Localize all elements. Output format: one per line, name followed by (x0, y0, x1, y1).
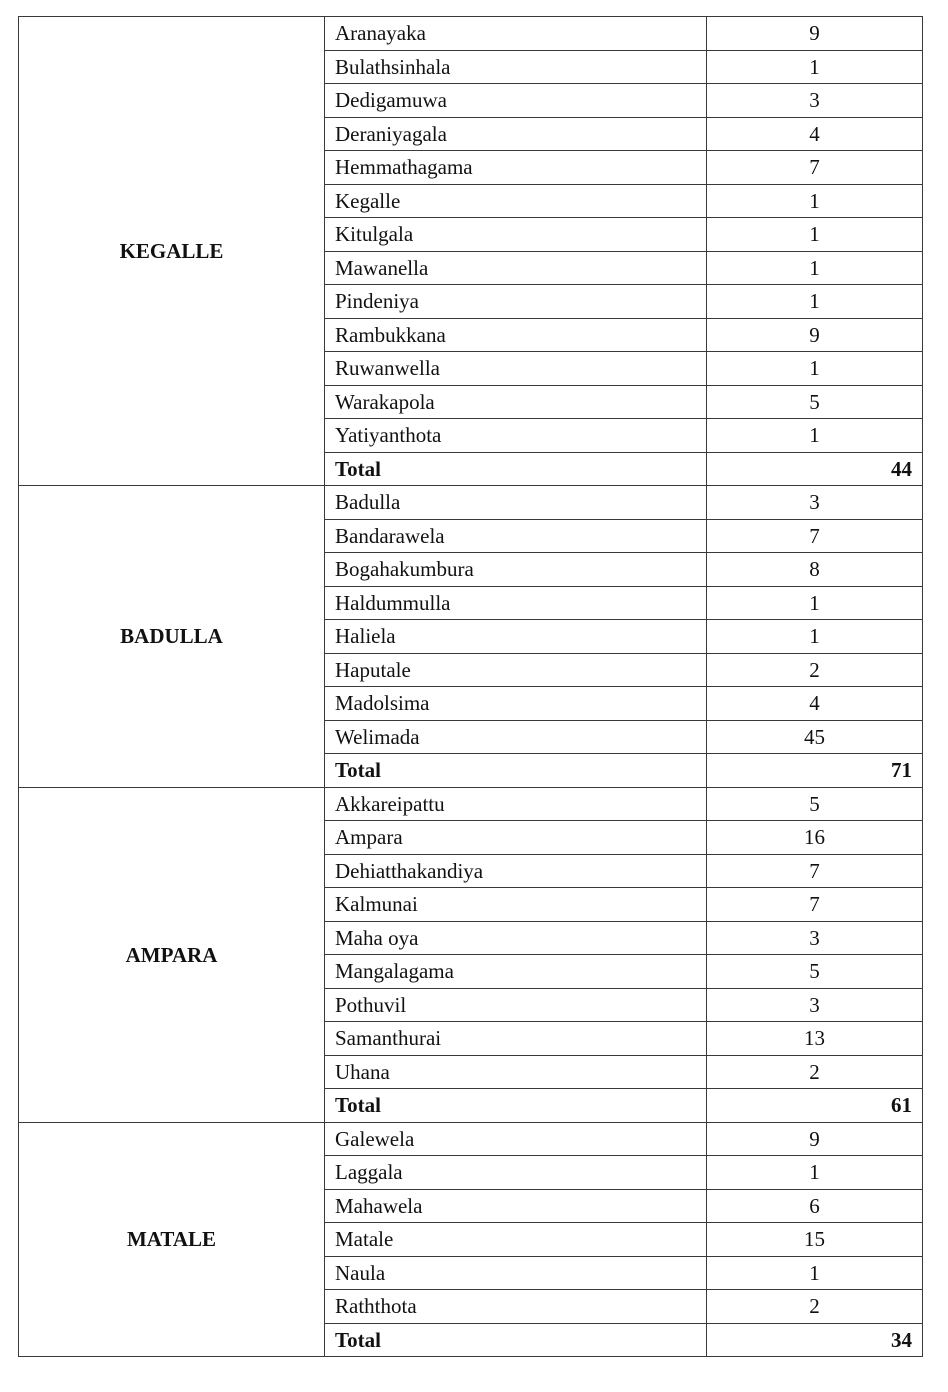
division-count: 9 (707, 17, 923, 51)
division-name: Laggala (325, 1156, 707, 1190)
division-count: 1 (707, 218, 923, 252)
division-count: 3 (707, 84, 923, 118)
total-value: 61 (707, 1089, 923, 1123)
division-count: 7 (707, 151, 923, 185)
division-count: 2 (707, 1055, 923, 1089)
division-count: 5 (707, 787, 923, 821)
division-name: Ruwanwella (325, 352, 707, 386)
division-name: Raththota (325, 1290, 707, 1324)
division-name: Haputale (325, 653, 707, 687)
division-name: Pindeniya (325, 285, 707, 319)
total-value: 44 (707, 452, 923, 486)
table-row (19, 17, 923, 51)
total-label: Total (325, 754, 707, 788)
total-label: Total (325, 1089, 707, 1123)
division-name: Rambukkana (325, 318, 707, 352)
division-count: 1 (707, 251, 923, 285)
division-count: 4 (707, 687, 923, 721)
division-count: 45 (707, 720, 923, 754)
division-name: Dedigamuwa (325, 84, 707, 118)
division-name: Galewela (325, 1122, 707, 1156)
total-value: 71 (707, 754, 923, 788)
division-name: Pothuvil (325, 988, 707, 1022)
division-count: 5 (707, 955, 923, 989)
division-name: Maha oya (325, 921, 707, 955)
division-count: 1 (707, 620, 923, 654)
division-count: 7 (707, 519, 923, 553)
table-row (19, 787, 923, 821)
division-count: 16 (707, 821, 923, 855)
district-division-table (18, 16, 923, 1357)
division-count: 9 (707, 318, 923, 352)
division-count: 13 (707, 1022, 923, 1056)
division-count: 3 (707, 988, 923, 1022)
division-name: Naula (325, 1256, 707, 1290)
division-name: Yatiyanthota (325, 419, 707, 453)
division-name: Madolsima (325, 687, 707, 721)
division-count: 1 (707, 352, 923, 386)
table-row (19, 1122, 923, 1156)
division-name: Badulla (325, 486, 707, 520)
division-count: 1 (707, 184, 923, 218)
division-count: 1 (707, 285, 923, 319)
division-name: Bogahakumbura (325, 553, 707, 587)
division-count: 15 (707, 1223, 923, 1257)
division-name: Haldummulla (325, 586, 707, 620)
division-count: 1 (707, 419, 923, 453)
division-count: 1 (707, 50, 923, 84)
division-count: 3 (707, 921, 923, 955)
division-name: Welimada (325, 720, 707, 754)
division-count: 2 (707, 1290, 923, 1324)
division-count: 7 (707, 854, 923, 888)
total-label: Total (325, 1323, 707, 1357)
division-name: Haliela (325, 620, 707, 654)
district-name: KEGALLE (19, 17, 325, 486)
division-name: Dehiatthakandiya (325, 854, 707, 888)
division-name: Ampara (325, 821, 707, 855)
district-name: BADULLA (19, 486, 325, 788)
division-name: Mangalagama (325, 955, 707, 989)
division-count: 4 (707, 117, 923, 151)
table-body (19, 17, 923, 1357)
division-name: Hemmathagama (325, 151, 707, 185)
division-count: 7 (707, 888, 923, 922)
district-name: AMPARA (19, 787, 325, 1122)
division-name: Akkareipattu (325, 787, 707, 821)
division-name: Bulathsinhala (325, 50, 707, 84)
division-count: 5 (707, 385, 923, 419)
division-name: Bandarawela (325, 519, 707, 553)
division-name: Mawanella (325, 251, 707, 285)
division-name: Kalmunai (325, 888, 707, 922)
division-name: Matale (325, 1223, 707, 1257)
division-count: 6 (707, 1189, 923, 1223)
division-count: 1 (707, 1256, 923, 1290)
division-count: 2 (707, 653, 923, 687)
division-count: 8 (707, 553, 923, 587)
district-name: MATALE (19, 1122, 325, 1357)
division-name: Samanthurai (325, 1022, 707, 1056)
division-count: 1 (707, 1156, 923, 1190)
division-count: 1 (707, 586, 923, 620)
total-value: 34 (707, 1323, 923, 1357)
division-name: Deraniyagala (325, 117, 707, 151)
division-count: 9 (707, 1122, 923, 1156)
division-name: Kegalle (325, 184, 707, 218)
total-label: Total (325, 452, 707, 486)
division-name: Uhana (325, 1055, 707, 1089)
table-row (19, 486, 923, 520)
division-name: Mahawela (325, 1189, 707, 1223)
division-name: Kitulgala (325, 218, 707, 252)
division-name: Warakapola (325, 385, 707, 419)
division-count: 3 (707, 486, 923, 520)
division-name: Aranayaka (325, 17, 707, 51)
